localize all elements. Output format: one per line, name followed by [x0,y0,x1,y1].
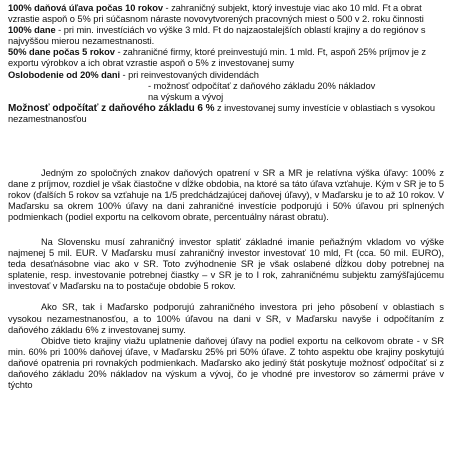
list-item-text: - zahraničné firmy, ktoré preinvestujú min. 1 mld. Ft, aspoň 25% príjmov je z exportu výrobkov a ich obrat vzrastie aspoň o 5% z investovanej sumy [8,47,427,69]
list-item-title: Oslobodenie od 20% dani [8,69,120,80]
list-item-title: 50% dane počas 5 rokov [8,47,115,58]
list-item [8,3,444,25]
list-item-text: z investovanej sumy investície v oblastiach s vysokou nezamestnanosťou [8,102,436,124]
list-item [8,25,444,47]
list-item-text: - pri min. investíciách vo výške 3 mld. Ft do najzaostalejších oblastí krajiny a do regiónov s najvyššou mierou nezamestnanosti. [8,25,426,47]
list-item-title: 100% dane [8,25,56,36]
paragraph: Jedným zo spoločných znakov daňových opatrení v SR a MR je relatívna výška úľavy: 100% z dane z príjmov, rozdiel je však čiastočne v dĺžke obdobia, na ktoré sa táto úľava vzťahuje. Kým v SR je to 5 rokov (ďalších 5 rokov sa vzťahuje na 1/5 predchádzajúcej daňovej úľavy), v Maďarsku je to až 10 rokov. V Maďarsku sa okrem 100% úľavy na dani zahraničné investície podporujú i 50% úľavou pri splnených podmienkach (podiel exportu na celkovom obrate, percentuálny nárast obratu). [8,168,444,223]
paragraph: Ako SR, tak i Maďarsko podporujú zahraničného investora pri jeho pôsobení v oblastiach s vysokou nezamestnanosťou, a to 100% úľavou na dani v SR, v Maďarsku navyše i odpočítaním z daňového základu 6% z investovanej sumy. [8,302,444,335]
paragraph: Obidve tieto krajiny viažu uplatnenie daňovej úľavy na podiel exportu na celkovom obrate - v SR min. 60% pri 100% daňovej úľave, v Maďarsku 25% pri 50% úľave. Z tohto aspektu obe krajiny poskytujú daňové opatrenia pri rovnakých podmienkach. Maďarsko ako jediný štát poskytuje možnosť odpočítať si z daňového základu 20% nákladov na výskum a vývoj, čo je vhodné pre investorov so zámermi práve v týchto [8,335,444,390]
list-item-text: - zahraničný subjekt, ktorý investuje viac ako 10 mld. Ft a obrat vzrastie aspoň o 5% pri súčasnom náraste novovytvorených pracovných miest o 500 v 2. roku činnosti [8,3,424,25]
list-item [8,103,444,125]
list-item-text: - možnosť odpočítať z daňového základu 20% nákladov na výskum a vývoj [148,80,376,102]
body-text [8,168,444,391]
list-item [8,70,444,81]
list-item-title: 100% daňová úľava počas 10 rokov [8,3,163,13]
paragraph: Na Slovensku musí zahraničný investor splatiť základné imanie peňažným vkladom vo výške najmenej 5 mil. EUR. V Maďarsku musí zahraničný investor investovať 10 mld, Ft (cca. 50 mil. EURO), teda desaťnásobne viac ako v SR. Toto zvýhodnenie SR je však oslabené dĺžkou doby potrebnej na splatenie, resp. investovanie potrebnej čiastky – v SR je to I rok, zahraničnému subjektu zamýšľajúcemu investovať v Maďarsku na to postačuje obdobie 5 rokov. [8,237,444,292]
list-item-text: - pri reinvestovaných dividendách [119,69,259,80]
tax-incentives-list [8,3,444,125]
list-item [8,81,444,103]
list-item-title: Možnosť odpočítať z daňového základu 6 % [8,102,215,114]
list-item [8,47,444,69]
